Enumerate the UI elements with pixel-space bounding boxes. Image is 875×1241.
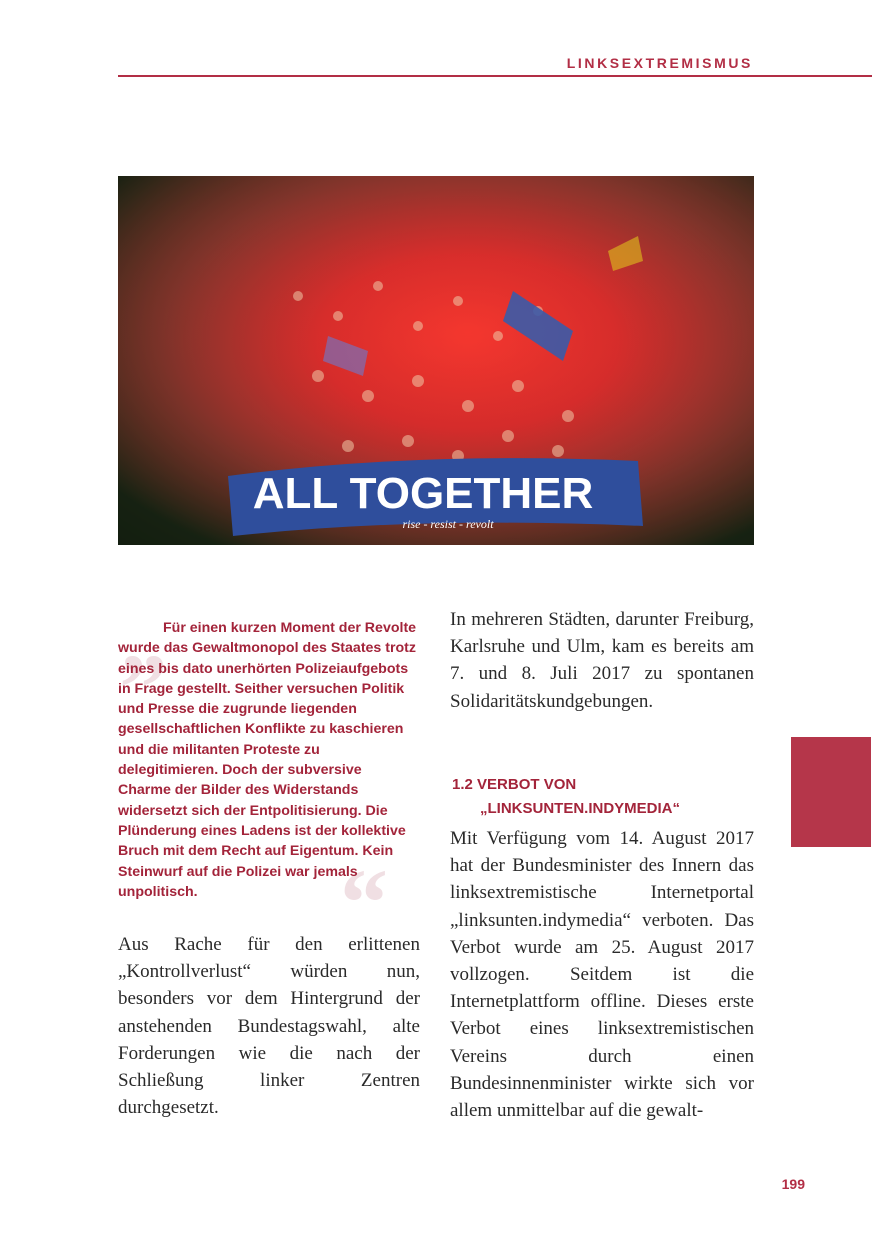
protest-photo — [118, 176, 754, 545]
section-heading-line1: 1.2 VERBOT VON — [452, 776, 577, 793]
header-rule — [118, 75, 872, 77]
running-header: LINKSEXTREMISMUS — [566, 55, 753, 71]
quote-close-mark: “ — [340, 849, 388, 956]
body-paragraph-left: Aus Rache für den erlittenen „Kontrollverlust“ würden nun, besonders vor dem Hintergrund der anstehenden Bundestagswahl, alte Forderungen wie die nach der Schließung linker Zentren durchgesetzt. — [118, 934, 420, 1119]
chapter-tab-marker — [791, 737, 871, 847]
body-paragraph-right: Mit Verfügung vom 14. August 2017 hat der Bundesminister des Innern das linksextremistische Internetportal „linksunten.indymedia“ verboten. Das Verbot wurde am 25. August 2017 vollzogen. Seitdem ist die Internetplattform offline. Dieses erste Verbot eines linksextremistischen Vereins durch einen Bundesinnenminister wirkte sich vor allem unmittelbar auf die gewalt- — [450, 828, 754, 1122]
pull-quote — [118, 618, 418, 902]
section-heading-line2: „LINKSUNTEN.INDYMEDIA“ — [480, 800, 681, 817]
page-number: 199 — [781, 1176, 805, 1192]
pull-quote-text: Für einen kurzen Moment der Revolte wurde das Gewaltmonopol des Staates trotz eines bis dato unerhörten Polizeiaufgebots in Frage gestellt. Seither versuchen Politik und Presse die zugrunde liegenden gesellschaftlichen Konflikte zu kaschieren und die militanten Proteste zu delegitimieren. Doch der subversive Charme der Bilder des Widerstands widersetzt sich der Entpolitisierung. Die Plünderung eines Ladens ist der kollektive Bruch mit dem Recht auf Eigentum. Kein Steinwurf auf die Polizei war jemals unpolitisch. — [118, 620, 417, 900]
banner-subtext: rise - resist - revolt — [402, 517, 494, 531]
body-paragraph-right-top: In mehreren Städten, darunter Freiburg, Karlsruhe und Ulm, kam es bereits am 7. und 8. Juli 2017 zu spontanen Solidaritätskundgebungen. — [450, 609, 754, 712]
quote-open-mark: „ — [120, 584, 168, 691]
section-heading — [452, 773, 754, 821]
protest-photo-illustration — [118, 176, 754, 545]
banner-text: ALL TOGETHER — [252, 469, 594, 518]
